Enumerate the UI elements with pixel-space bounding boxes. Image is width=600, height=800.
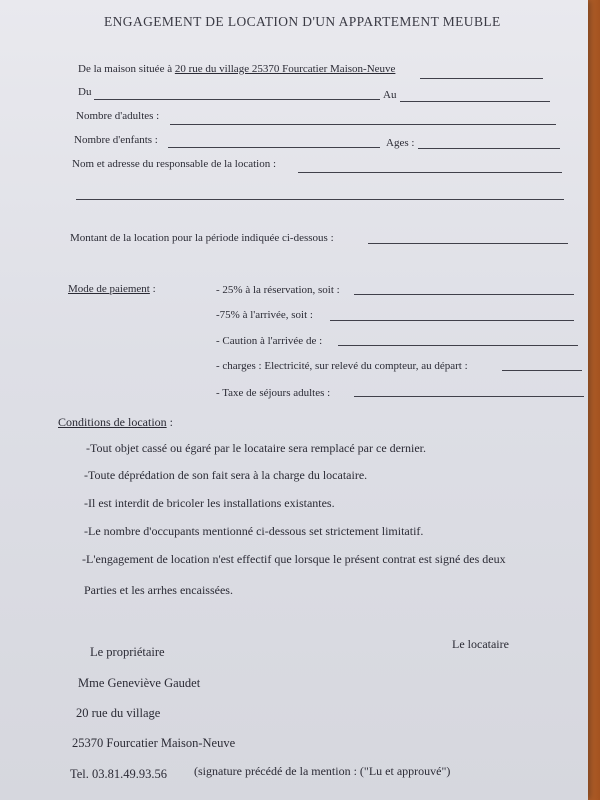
signature-mention: (signature précédé de la mention : ("Lu et approuvé"): [194, 764, 451, 778]
paiement-item-reservation: - 25% à la réservation, soit :: [216, 284, 340, 296]
maison-field: [78, 63, 395, 75]
locataire-label: Le locataire: [452, 637, 509, 651]
owner-tel: Tel. 03.81.49.93.56: [70, 767, 168, 781]
condition-item-5: -L'engagement de location n'est effectif que lorsque le présent contrat est signé des deux: [82, 552, 506, 566]
owner-street: 20 rue du village: [76, 706, 161, 720]
maison-label: De la maison située à: [78, 63, 173, 75]
paiement-heading: [68, 283, 156, 295]
condition-item-6: Parties et les arrhes encaissées.: [84, 583, 233, 597]
du-line[interactable]: [94, 99, 380, 100]
condition-item-4: -Le nombre d'occupants mentionné ci-dessous set strictement limitatif.: [84, 524, 424, 538]
paiement-item-arrivee: -75% à l'arrivée, soit :: [216, 309, 313, 321]
owner-name: Mme Geneviève Gaudet: [78, 676, 201, 690]
maison-value: 20 rue du village 25370 Fourcatier Maison-Neuve: [174, 63, 396, 75]
montant-line[interactable]: [368, 243, 568, 244]
condition-item-1: -Tout objet cassé ou égaré par le locataire sera remplacé par ce dernier.: [86, 441, 426, 455]
paiement-item-taxe: - Taxe de séjours adultes :: [216, 387, 331, 399]
ages-label: Ages :: [386, 137, 415, 149]
paiement-heading-text: Mode de paiement: [68, 283, 150, 295]
paiement-item-caution: - Caution à l'arrivée de :: [216, 335, 323, 347]
responsable-line-2[interactable]: [76, 199, 564, 200]
responsable-label: Nom et adresse du responsable de la location :: [72, 158, 277, 170]
charges-line[interactable]: [502, 370, 582, 371]
conditions-heading-text: Conditions de location: [58, 415, 167, 429]
au-label: Au: [383, 89, 397, 101]
ages-line[interactable]: [418, 148, 560, 149]
reservation-line[interactable]: [354, 294, 574, 295]
paiement-item-charges: - charges : Electricité, sur relevé du compteur, au départ :: [216, 360, 468, 372]
montant-label: Montant de la location pour la période indiquée ci-dessous :: [70, 232, 334, 244]
conditions-heading: [58, 415, 173, 430]
adultes-line[interactable]: [170, 124, 556, 125]
au-line[interactable]: [400, 101, 550, 102]
document-title: ENGAGEMENT DE LOCATION D'UN APPARTEMENT MEUBLE: [104, 14, 501, 29]
conditions-heading-colon: :: [166, 415, 173, 429]
enfants-line[interactable]: [168, 147, 380, 148]
paiement-heading-colon: :: [149, 283, 156, 295]
owner-city: 25370 Fourcatier Maison-Neuve: [72, 736, 236, 750]
arrivee-line[interactable]: [330, 320, 574, 321]
maison-line[interactable]: [420, 78, 543, 79]
enfants-label: Nombre d'enfants :: [74, 134, 158, 146]
caution-line[interactable]: [338, 345, 578, 346]
du-label: Du: [78, 86, 92, 98]
condition-item-2: -Toute déprédation de son fait sera à la charge du locataire.: [84, 468, 368, 482]
condition-item-3: -Il est interdit de bricoler les installations existantes.: [84, 496, 335, 510]
responsable-line-1[interactable]: [298, 172, 562, 173]
proprietaire-label: Le propriétaire: [90, 645, 165, 659]
adultes-label: Nombre d'adultes :: [76, 110, 160, 122]
taxe-line[interactable]: [354, 396, 584, 397]
